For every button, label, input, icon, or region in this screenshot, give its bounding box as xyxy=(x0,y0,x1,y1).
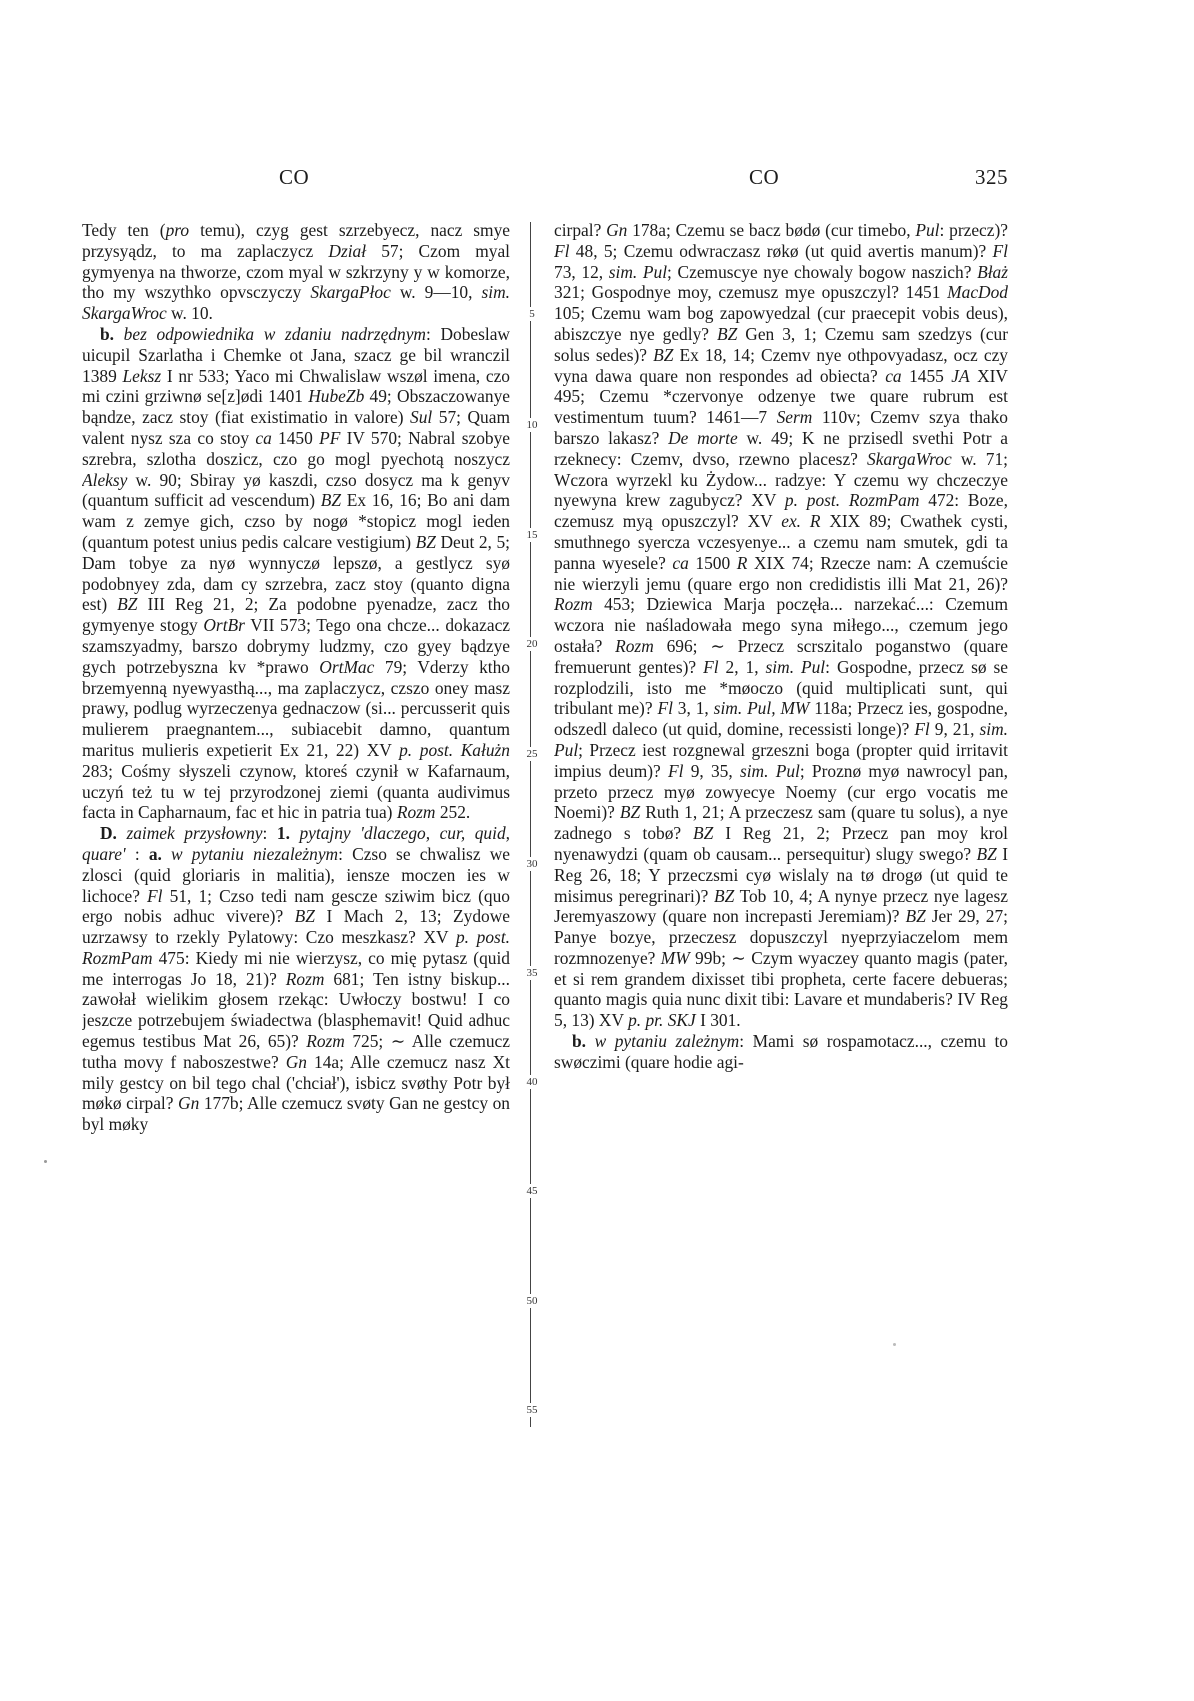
entry-paragraph: D. zaimek przysłowny: 1. pytajny 'dlaczego, cur, quid, quare' : a. w pytaniu niezależnym: Czso se chwalisz we zlosci (quid gloriaris in malitia), iensze moczen ies w lichoce? Fl 51, 1; Czso tedi nam gescze sziwim bicz (quo ergo nobis adhuc vivere)? BZ I Mach 2, 13; Zydowe uzrzawsy to rzekly Pylatowy: Czo meszkasz? XV p. post. RozmPam 475: Kiedy mi nie wierzysz, co mię pytasz (quid me interrogas Jo 18, 21)? Rozm 681; Ten istny biskup... zawołał wielikim głosem rzekąc: Uwłoczy bostwu! I co jeszcze potrzebujem świadectwa (blasphemavit! Quid adhuc egemus testibus Mat 26, 65)? Rozm 725; ∼ Alle czemucz tutha movy f naboszestwe? Gn 14a; Alle czemucz nasz Xt mily gestcy on bil tego chal ('chciał'), isbicz svøthy Potr był møkø cirpal? Gn 177b; Alle czemucz svøty Gan ne gestcy on byl møky xyxy=(82,823,510,1135)
line-number: 30 xyxy=(518,857,546,871)
line-number: 35 xyxy=(518,966,546,980)
line-number: 10 xyxy=(518,418,546,432)
entry-paragraph: b. bez odpowiednika w zdaniu nadrzędnym: Dobeslaw uicupil Szarlatha i Chemke ot Jana, szacz ge bil wranczil 1389 Leksz I nr 533; Yaco mi Chwalislaw wszøl imena, czo mi czini grziwnø se[z]ødi 1401 HubeZb 49; Obszaczowanye bąndze, zacz stoy (fiat existimatio in valore) Sul 57; Quam valent nysz sza co stoy ca 1450 PF IV 570; Nabral szobye szrebra, szlotha doszicz, czo go mogl pyechotą noszycz Aleksy w. 90; Sbiray yø kaszdi, czso dosycz ma k genyv (quantum sufficit ad vescendum) BZ Ex 16, 16; Bo ani dam wam z zemye gich, czso by nogø *stopicz mogl ieden (quantum potest unius pedis calcare vestigium) BZ Deut 2, 5; Dam tobye za nyø wynnyczø lepszø, a gestlycz syø podobnyey zda, dam cy szrzebra, zacz stoy (quanto digna est) BZ III Reg 21, 2; Za podobne pyenadze, zacz tho gymyenye stogy OrtBr VII 573; Tego ona chcze... dokazacz szamszyadmy, barszo dobrymy ludzmy, czo gyey bądzye gych potrzebyszna kv *prawo OrtMac 79; Vderzy ktho brzemyenną nyewyasthą..., ma zaplaczycz, czszo oney masz prawy, podlug wyrzeczenya gednaczow (si... percusserit quis mulierem praegnantem..., subiacebit damno, quantum maritus mulieris expetierit Ex 21, 22) XV p. post. Kałużn 283; Cośmy słyszeli czynow, ktoreś czynił w Kafarnaum, uczyń też tu w tej przyrodzonej ziemi (quanta audivimus facta in Capharnaum, fac et hic in patria tua) Rozm 252. xyxy=(82,323,510,823)
line-number: 50 xyxy=(518,1294,546,1308)
line-number: 55 xyxy=(518,1403,546,1417)
running-head-right: CO xyxy=(749,165,780,189)
print-speck xyxy=(893,1343,896,1346)
column-divider xyxy=(530,222,531,1427)
line-number: 25 xyxy=(518,747,546,761)
print-speck xyxy=(44,1160,47,1163)
line-number: 45 xyxy=(518,1184,546,1198)
right-column xyxy=(554,220,1008,1430)
line-number: 20 xyxy=(518,637,546,651)
entry-paragraph: Tedy ten (pro temu), czyg gest szrzebyecz, nacz smye przysyądz, to ma zaplaczycz Dział 57; Czom myal gymyenya na thworze, czom myal w szkrzyny y w komorze, tho my wszythko opvsczyczy SkargaPłoc w. 9—10, sim. SkargaWroc w. 10. xyxy=(82,220,510,324)
entry-paragraph: cirpal? Gn 178a; Czemu se bacz bødø (cur timebo, Pul: przecz)? Fl 48, 5; Czemu odwraczasz røkø (ut quid avertis manum)? Fl 73, 12, sim. Pul; Czemuscye nye chowaly bogow naszich? Błaż 321; Gospodnye moy, czemusz mye opuszczyl? 1451 MacDod 105; Czemu wam bog zapowyedzal (cur praecepit vobis deus), abiszczye nye gedly? BZ Gen 3, 1; Czemu sam szedzys (cur solus sedes)? BZ Ex 18, 14; Czemv nye othpovyadasz, ocz czy vyna dawa quare non respondes ad obiecta? ca 1455 JA XIV 495; Czemu *czervonye odzenye twe quare rubrum est vestimentum tuum? 1461—7 Serm 110v; Czemv szya thako barszo lakasz? De morte w. 49; K ne przisedl svethi Potr a rzeknecy: Czemv, dvso, rzewno placesz? SkargaWroc w. 71; Wczora wyrzekl ku Żydow... radzye: Y czemu wy chczeczye nyewyna krew zagubycz? XV p. post. RozmPam 472: Boze, czemusz myą opuszczyl? XV ex. R XIX 89; Cwathek cysti, smuthnego syercza vczesyenye... a czemu nam smutek, gdi ta panna wyesele? ca 1500 R XIX 74; Rzecze nam: A czemuście nie wierzyli jemu (quare ergo non credidistis illi Mat 21, 26)? Rozm 453; Dziewica Marja poczęła... narzekać...: Czemum wczora nie naśladowała mego syna miłego..., czemum jego ostała? Rozm 696; ∼ Przecz scrszitalo poganstwo (quare fremuerunt gentes)? Fl 2, 1, sim. Pul: Gospodne, przecz sø se rozplodzili, isto me *møoczo (quid multiplicati sunt, qui tribulant me)? Fl 3, 1, sim. Pul, MW 118a; Przecz ies, gospodne, odszedl daleco (ut quid, domine, recessisti longe)? Fl 9, 21, sim. Pul; Przecz iest rozgnewal grzeszni boga (propter quid irritavit impius deum)? Fl 9, 35, sim. Pul; Proznø myø nawrocyl pan, przeto przecz myø zowyecye Noemy (cur ergo vocatis me Noemi)? BZ Ruth 1, 21; A przeczesz sam (quare tu solus), a nye zadnego s tobø? BZ I Reg 21, 2; Przecz pan moy krol nyenawydzi (quam ob causam... persequitur) slugy swego? BZ I Reg 26, 18; Y przeczsmi cyø wislaly na tø drogø (ut quid te misimus peregrinari)? BZ Tob 10, 4; A nynye przecz nye lagesz Jeremyaszowy (quare non increpasti Jeremiam)? BZ Jer 29, 27; Panye bozye, przeczesz dopuszczyl nyeprzyiaczelom mem rozmnozenye? MW 99b; ∼ Czym wyaczey quanto magis (pater, et si rem grandem dixisset tibi propheta, certe facere debueras; quanto magis quia nunc dixit tibi: Lavare et mundaberis? IV Reg 5, 13) XV p. pr. SKJ I 301. xyxy=(554,220,1008,1031)
running-head-left: CO xyxy=(279,165,310,189)
line-number: 15 xyxy=(518,528,546,542)
left-column xyxy=(82,220,510,1430)
line-number: 40 xyxy=(518,1075,546,1089)
entry-paragraph: b. w pytaniu zależnym: Mami sø rospamotacz..., czemu to swøczimi (quare hodie agi- xyxy=(554,1031,1008,1072)
line-number: 5 xyxy=(518,307,546,321)
page-number: 325 xyxy=(975,165,1008,189)
